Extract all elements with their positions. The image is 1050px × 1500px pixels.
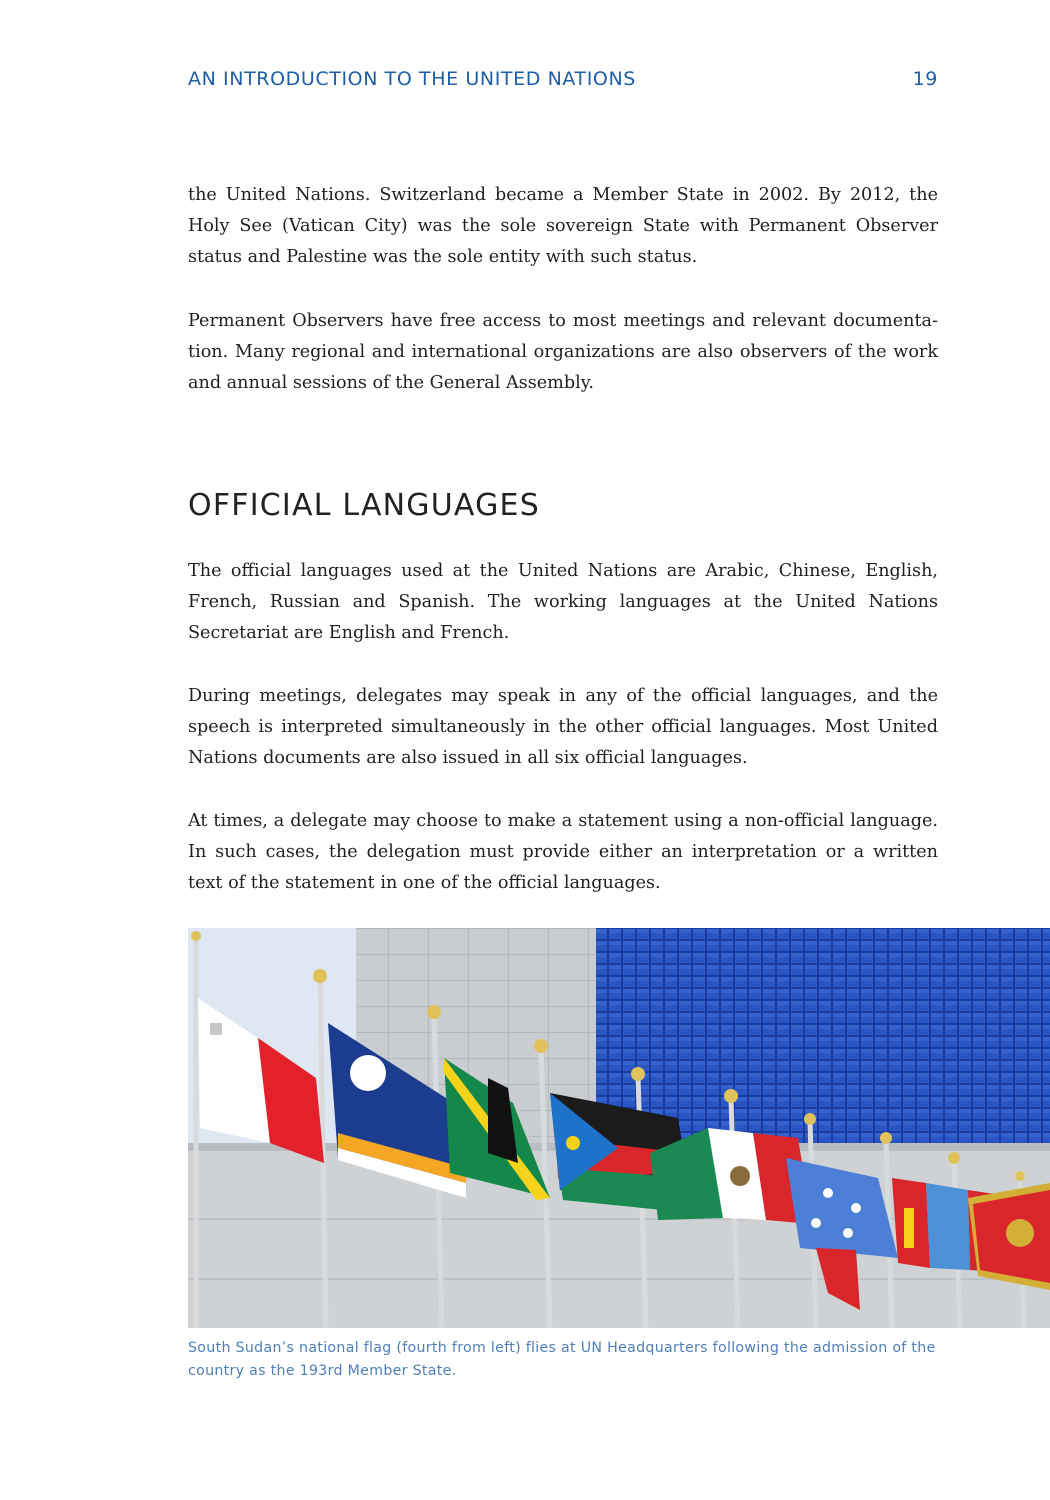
paragraph-observers-status: the United Nations. Switzerland became a Member State in 2002. By 2012, the Holy See (Vatican City) was the sole sovereign State with Permanent Observer status and Palestine was the sole entity with such status. — [188, 185, 938, 267]
page-number: 19 — [912, 68, 938, 90]
paragraph-interpretation: During meetings, delegates may speak in any of the official languages, and the speech is interpreted simultaneously in the other official languages. Most United Nations documents are also issued in all six official languages. — [188, 686, 938, 768]
flag-montenegro — [968, 1183, 1050, 1290]
paragraph-non-official-language: At times, a delegate may choose to make a statement using a non-official language. In such cases, the delegation must provide either an interpretation or a written text of the statement in one of the official languages. — [188, 811, 938, 893]
running-header — [188, 68, 938, 90]
photo-caption: South Sudan’s national flag (fourth from left) flies at UN Headquarters following the admission of the country as the 193rd Member State. — [188, 1340, 936, 1379]
paragraph-observers-access: Permanent Observers have free access to most meetings and relevant documentation. Many regional and international organizations are also observers of the work and annual sessions of the General Assembly. — [188, 311, 938, 393]
flags-photo — [188, 928, 1050, 1328]
paragraph-official-languages: The official languages used at the United Nations are Arabic, Chinese, English, French, Russian and Spanish. The working languages at the United Nations Secretariat are English and French. — [188, 561, 938, 643]
section-heading-official-languages: OFFICIAL LANGUAGES — [188, 488, 540, 523]
header-title: AN INTRODUCTION TO THE UNITED NATIONS — [188, 68, 636, 90]
